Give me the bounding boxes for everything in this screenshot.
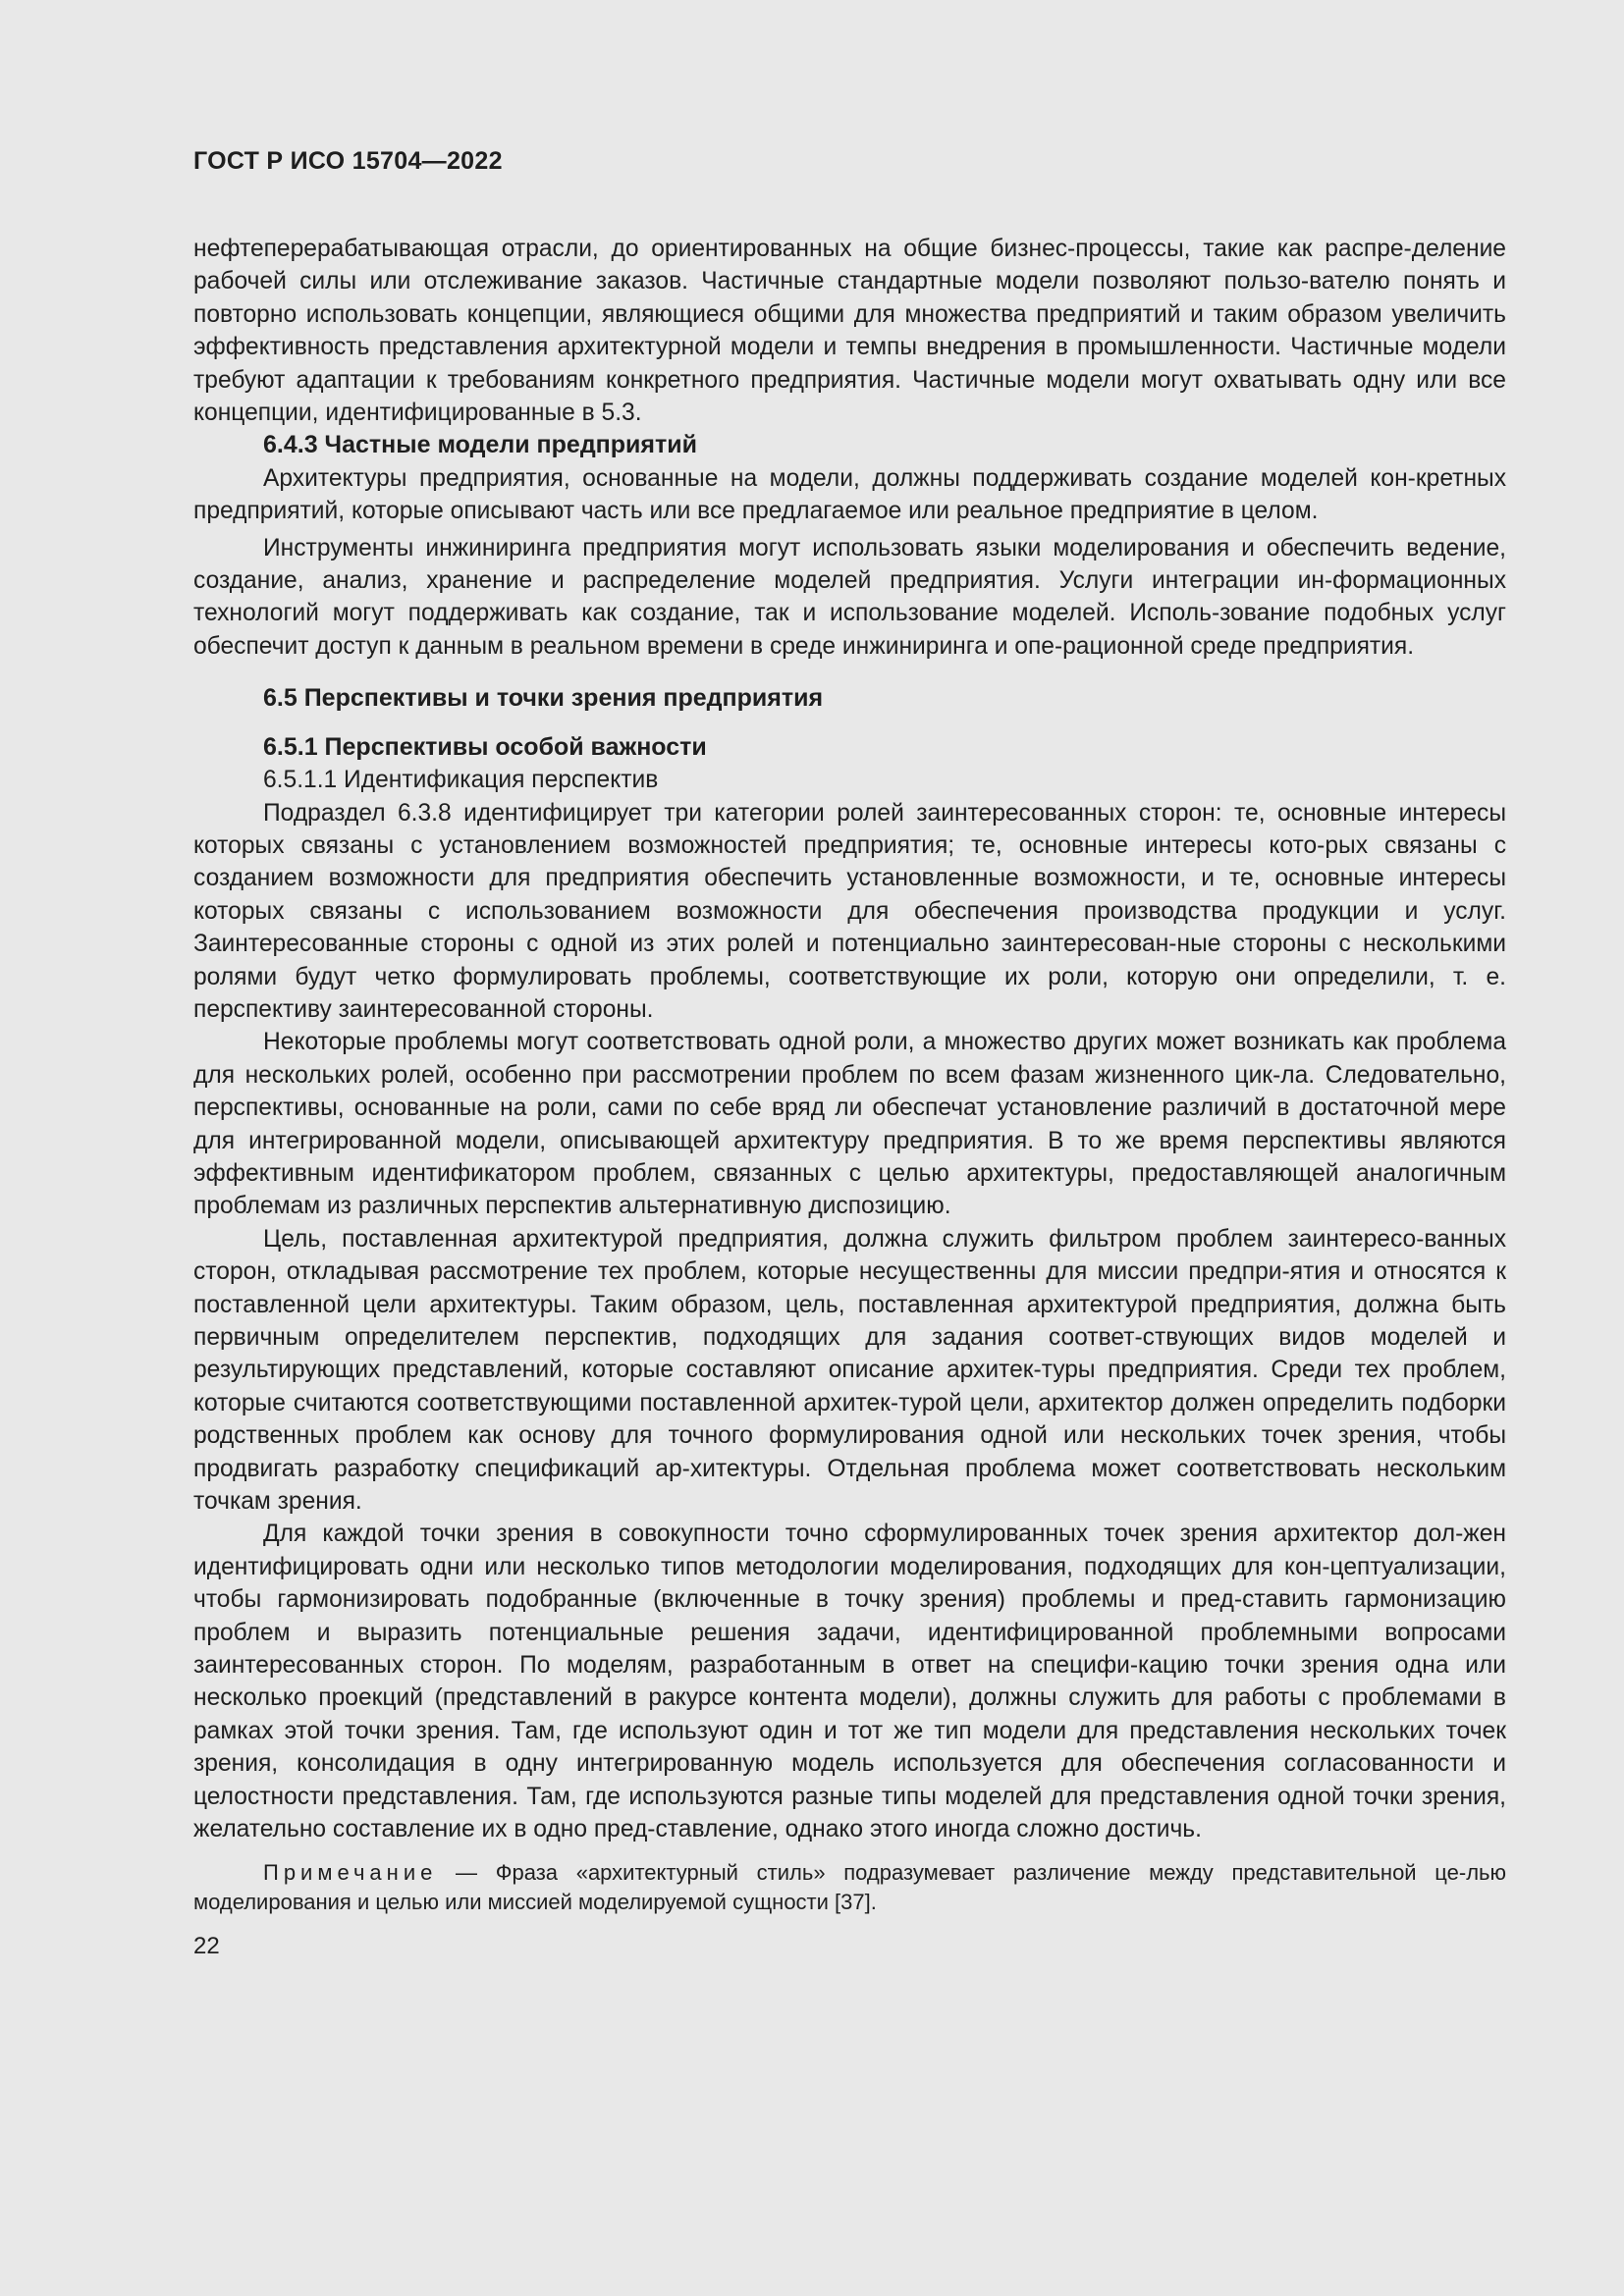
paragraph-engineering-tools: Инструменты инжиниринга предприятия могут использовать языки моделирования и обеспечить ведение, создание, анализ, хранение и распределение моделей предприятия. Услуги интеграции ин-формационных технологий могут поддерживать как создание, так и использование моделей. Исполь-зование подобных услуг обеспечит доступ к данным в реальном времени в среде инжиниринга и опе-рационной среде предприятия. [193,534,1506,660]
page-number: 22 [193,1932,220,1959]
note [193,1858,1506,1917]
paragraph-viewpoints: Для каждой точки зрения в совокупности точно сформулированных точек зрения архитектор дол-жен идентифицировать одни или несколько типов методологии моделирования, подходящих для кон-цептуализации, чтобы гармонизировать подобранные (включенные в точку зрения) проблемы и пред-ставить гармонизацию проблем и выразить потенциальные решения задачи, идентифицированной проблемными вопросами заинтересованных сторон. По моделям, разработанным в ответ на специфи-кацию точки зрения одна или несколько проекций (представлений в ракурсе контента модели), должны служить для работы с проблемами в рамках этой точки зрения. Там, где используют один и тот же тип модели для представления нескольких точек зрения, консолидация в одну интегрированную модель используется для обеспечения согласованности и целостности представления. Там, где используются разные типы моделей для представления одной точки зрения, желательно составление их в одно пред-ставление, однако этого иногда сложно достичь. [193,1521,1506,1843]
section-heading-6-5: 6.5 Перспективы и точки зрения предприятия [263,684,824,713]
paragraph-model-based-architectures: Архитектуры предприятия, основанные на модели, должны поддерживать создание моделей кон-кретных предприятий, которые описывают часть или все предлагаемое или реальное предприятие в целом. [193,464,1506,525]
section-heading-6-5-1: 6.5.1 Перспективы особой важности [263,732,707,761]
paragraph-concerns-roles: Некоторые проблемы могут соответствовать одной роли, а множество других может возникать как проблема для нескольких ролей, особенно при рассмотрении проблем по всем фазам жизненного цик-ла. Следовательно, перспективы, основанные на роли, сами по себе вряд ли обеспечат установление различий в достаточной мере для интегрированной модели, описывающей архитектуру предприятия. В то же время перспективы являются эффективным идентификатором проблем, связанных с целью архитектуры, предоставляющей аналогичным проблемам из различных перспектив альтернативную диспозицию. [193,1029,1506,1220]
document-page [193,147,1506,1960]
document-header: ГОСТ Р ИСО 15704—2022 [193,147,503,175]
section-heading-6-4-3: 6.4.3 Частные модели предприятий [263,431,697,459]
paragraph-partial-models: нефтеперерабатывающая отрасли, до ориентированных на общие бизнес-процессы, такие как распре-деление рабочей силы или отслеживание заказов. Частичные стандартные модели позволяют пользо-вателю понять и повторно использовать концепции, являющиеся общими для множества предприятий и таким образом увеличить эффективность представления архитектурной модели и темпы внедрения в промышленности. Частичные модели требуют адаптации к требованиям конкретного предприятия. Частичные модели могут охватывать одну или все концепции, идентифицированные в 5.3. [193,236,1506,427]
paragraph-architecture-goal: Цель, поставленная архитектурой предприятия, должна служить фильтром проблем заинтересо-ванных сторон, откладывая рассмотрение тех проблем, которые несущественны для миссии предпри-ятия и относятся к поставленной цели архитектуры. Таким образом, цель, поставленная архитектурой предприятия, должна быть первичным определителем перспектив, подходящих для задания соответ-ствующих видов моделей и результирующих представлений, которые составляют описание архитек-туры предприятия. Среди тех проблем, которые считаются соответствующими поставленной архитек-турой цели, архитектор должен определить подборки родственных проблем как основу для точного формулирования одной или нескольких точек зрения, чтобы продвигать разработку спецификаций ар-хитектуры. Отдельная проблема может соответствовать нескольким точкам зрения. [193,1225,1506,1516]
note-text: — Фраза «архитектурный стиль» подразумевает различение между представительной це-лью моделирования и целью или миссией моделируемой сущности [37]. [193,1859,1506,1914]
section-heading-6-5-1-1: 6.5.1.1 Идентификация перспектив [263,767,659,794]
note-label: Примечание [263,1859,438,1885]
paragraph-stakeholder-roles: Подраздел 6.3.8 идентифицирует три категории ролей заинтересованных сторон: те, основные интересы которых связаны с установлением возможностей предприятия; те, основные интересы кото-рых связаны с созданием возможности для предприятия обеспечить установленные возможности, и те, основные интересы которых связаны с использованием возможности для обеспечения производства продукции и услуг. Заинтересованные стороны с одной из этих ролей и потенциально заинтересован-ные стороны с несколькими ролями будут четко формулировать проблемы, соответствующие их роли, которую они определили, т. е. перспективу заинтересованной стороны. [193,799,1506,1023]
